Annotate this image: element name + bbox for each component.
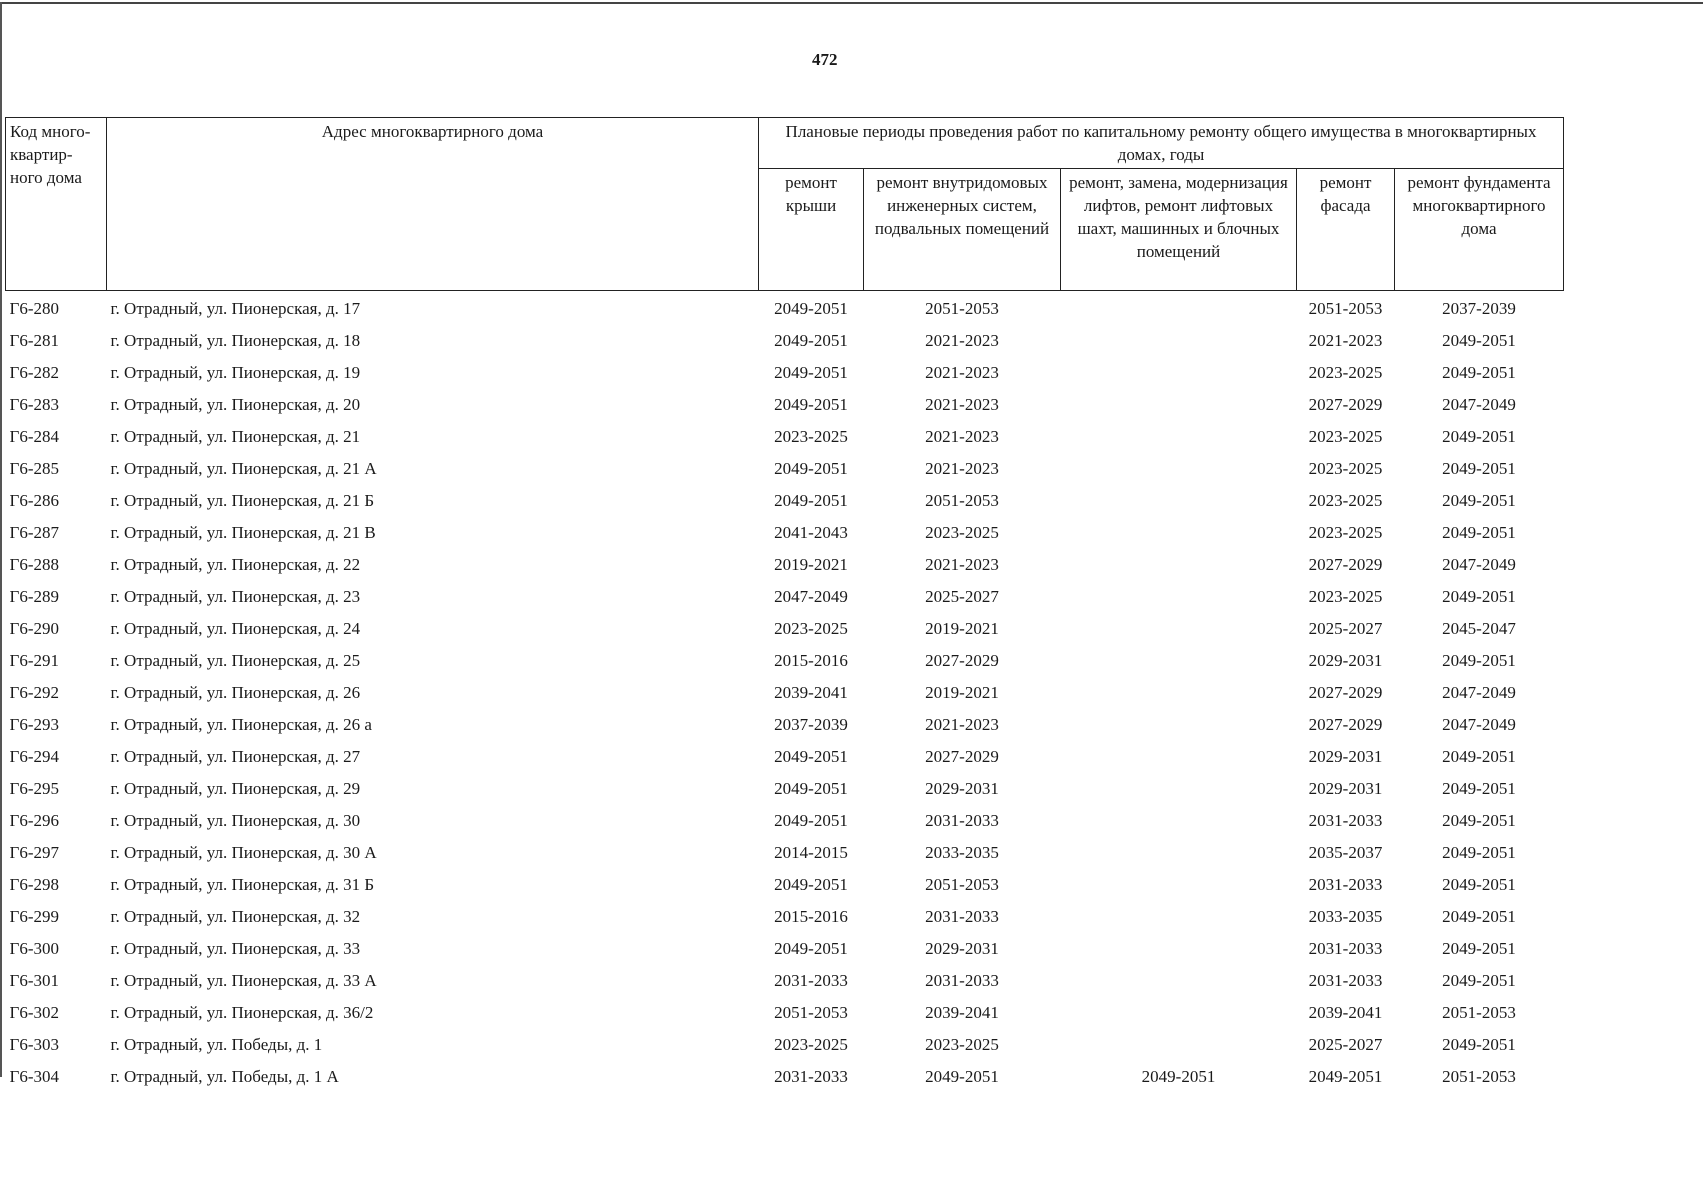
cell-address: г. Отрадный, ул. Пионерская, д. 24 [110,619,361,638]
cell-roof: 2014-2015 [774,843,848,862]
cell-facade: 2027-2029 [1308,683,1383,702]
cell-facade: 2025-2027 [1308,1035,1383,1054]
header-roof: ремонт крыши [759,169,864,291]
cell-code: Г6-281 [9,331,59,350]
cell-foundation: 2051-2053 [1442,1003,1516,1022]
cell-address: г. Отрадный, ул. Пионерская, д. 33 [110,939,361,958]
table-row [6,1029,1564,1061]
cell-facade: 2027-2029 [1308,555,1383,574]
cell-address: г. Отрадный, ул. Пионерская, д. 21 Б [110,491,375,510]
cell-facade: 2051-2053 [1308,299,1383,318]
cell-facade: 2033-2035 [1308,907,1383,926]
cell-facade: 2031-2033 [1308,811,1383,830]
cell-roof: 2049-2051 [774,779,848,798]
cell-code: Г6-301 [9,971,59,990]
table-row [6,997,1564,1029]
cell-elevators [1061,421,1297,453]
page-left-border [0,2,2,1077]
cell-address: г. Отрадный, ул. Победы, д. 1 А [110,1067,339,1086]
cell-roof: 2049-2051 [774,811,848,830]
cell-facade: 2029-2031 [1308,747,1383,766]
cell-address: г. Отрадный, ул. Пионерская, д. 18 [110,331,361,350]
cell-facade: 2039-2041 [1308,1003,1383,1022]
cell-engineering: 2023-2025 [925,523,999,542]
cell-elevators [1061,997,1297,1029]
cell-address: г. Отрадный, ул. Пионерская, д. 19 [110,363,361,382]
cell-foundation: 2047-2049 [1442,555,1516,574]
cell-foundation: 2037-2039 [1442,299,1516,318]
cell-roof: 2023-2025 [774,427,848,446]
table-row [6,325,1564,357]
cell-elevators [1061,741,1297,773]
table-row [6,773,1564,805]
cell-roof: 2041-2043 [774,523,848,542]
cell-elevators [1061,965,1297,997]
cell-facade: 2049-2051 [1308,1067,1383,1086]
cell-code: Г6-296 [9,811,59,830]
header-address: Адрес многоквартирного дома [107,118,759,291]
cell-address: г. Отрадный, ул. Пионерская, д. 21 [110,427,361,446]
cell-engineering: 2051-2053 [925,491,999,510]
cell-engineering: 2029-2031 [925,939,999,958]
cell-code: Г6-282 [9,363,59,382]
cell-engineering: 2021-2023 [925,715,999,734]
cell-engineering: 2019-2021 [925,619,999,638]
header-periods-group: Плановые периоды проведения работ по капитальному ремонту общего имущества в многоквартирных домах, годы [759,118,1564,169]
cell-elevators [1061,837,1297,869]
cell-elevators [1061,805,1297,837]
cell-roof: 2049-2051 [774,939,848,958]
table-row [6,613,1564,645]
cell-code: Г6-297 [9,843,59,862]
cell-engineering: 2051-2053 [925,299,999,318]
cell-address: г. Отрадный, ул. Пионерская, д. 25 [110,651,361,670]
cell-roof: 2037-2039 [774,715,848,734]
cell-roof: 2031-2033 [774,971,848,990]
cell-code: Г6-299 [9,907,59,926]
cell-engineering: 2021-2023 [925,331,999,350]
cell-elevators [1061,325,1297,357]
cell-facade: 2029-2031 [1308,651,1383,670]
cell-address: г. Отрадный, ул. Пионерская, д. 33 А [110,971,377,990]
cell-elevators: 2049-2051 [1141,1067,1216,1086]
cell-elevators [1061,549,1297,581]
table-row [6,517,1564,549]
cell-foundation: 2049-2051 [1442,1035,1516,1054]
cell-elevators [1061,709,1297,741]
cell-foundation: 2049-2051 [1442,779,1516,798]
cell-facade: 2027-2029 [1308,715,1383,734]
table-row [6,901,1564,933]
header-facade: ремонт фасада [1297,169,1395,291]
cell-facade: 2025-2027 [1308,619,1383,638]
cell-elevators [1061,645,1297,677]
cell-foundation: 2049-2051 [1442,523,1516,542]
cell-foundation: 2049-2051 [1442,747,1516,766]
cell-roof: 2039-2041 [774,683,848,702]
cell-facade: 2023-2025 [1308,363,1383,382]
cell-foundation: 2047-2049 [1442,715,1516,734]
cell-elevators [1061,357,1297,389]
cell-address: г. Отрадный, ул. Пионерская, д. 23 [110,587,361,606]
cell-foundation: 2049-2051 [1442,427,1516,446]
cell-elevators [1061,389,1297,421]
cell-code: Г6-292 [9,683,59,702]
cell-facade: 2029-2031 [1308,779,1383,798]
header-code: Код много-квартир-ного дома [6,118,107,291]
cell-address: г. Отрадный, ул. Пионерская, д. 30 А [110,843,377,862]
cell-code: Г6-288 [9,555,59,574]
cell-foundation: 2045-2047 [1442,619,1516,638]
table-row [6,837,1564,869]
cell-code: Г6-284 [9,427,59,446]
table-row [6,549,1564,581]
cell-foundation: 2049-2051 [1442,651,1516,670]
cell-address: г. Отрадный, ул. Пионерская, д. 29 [110,779,361,798]
cell-engineering: 2023-2025 [925,1035,999,1054]
cell-address: г. Отрадный, ул. Пионерская, д. 30 [110,811,361,830]
cell-engineering: 2027-2029 [925,747,999,766]
cell-engineering: 2019-2021 [925,683,999,702]
cell-engineering: 2025-2027 [925,587,999,606]
cell-foundation: 2049-2051 [1442,363,1516,382]
cell-code: Г6-293 [9,715,59,734]
cell-engineering: 2039-2041 [925,1003,999,1022]
cell-roof: 2049-2051 [774,331,848,350]
cell-elevators [1061,485,1297,517]
cell-code: Г6-303 [9,1035,59,1054]
cell-roof: 2049-2051 [774,875,848,894]
header-foundation: ремонт фундамента многоквартирного дома [1395,169,1564,291]
cell-engineering: 2021-2023 [925,427,999,446]
cell-elevators [1061,933,1297,965]
cell-code: Г6-298 [9,875,59,894]
page-number: 472 [812,50,838,69]
cell-engineering: 2051-2053 [925,875,999,894]
cell-address: г. Отрадный, ул. Пионерская, д. 20 [110,395,361,414]
cell-address: г. Отрадный, ул. Пионерская, д. 36/2 [110,1003,374,1022]
cell-foundation: 2049-2051 [1442,907,1516,926]
cell-address: г. Отрадный, ул. Победы, д. 1 [110,1035,323,1054]
cell-code: Г6-283 [9,395,59,414]
table-row [6,677,1564,709]
cell-engineering: 2027-2029 [925,651,999,670]
cell-facade: 2031-2033 [1308,939,1383,958]
cell-address: г. Отрадный, ул. Пионерская, д. 21 В [110,523,376,542]
cell-code: Г6-291 [9,651,59,670]
cell-code: Г6-285 [9,459,59,478]
cell-engineering: 2021-2023 [925,395,999,414]
cell-facade: 2023-2025 [1308,427,1383,446]
table-row [6,291,1564,326]
cell-foundation: 2049-2051 [1442,459,1516,478]
cell-address: г. Отрадный, ул. Пионерская, д. 31 Б [110,875,375,894]
cell-code: Г6-289 [9,587,59,606]
table-row [6,709,1564,741]
cell-roof: 2023-2025 [774,619,848,638]
cell-facade: 2023-2025 [1308,523,1383,542]
cell-engineering: 2021-2023 [925,459,999,478]
cell-foundation: 2047-2049 [1442,395,1516,414]
cell-elevators [1061,581,1297,613]
cell-engineering: 2031-2033 [925,971,999,990]
cell-facade: 2031-2033 [1308,971,1383,990]
cell-foundation: 2049-2051 [1442,971,1516,990]
cell-elevators [1061,453,1297,485]
cell-facade: 2021-2023 [1308,331,1383,350]
cell-roof: 2051-2053 [774,1003,848,1022]
table-row [6,741,1564,773]
cell-elevators [1061,291,1297,326]
cell-roof: 2049-2051 [774,395,848,414]
cell-address: г. Отрадный, ул. Пионерская, д. 27 [110,747,361,766]
cell-elevators [1061,773,1297,805]
cell-elevators [1061,613,1297,645]
cell-engineering: 2021-2023 [925,555,999,574]
cell-foundation: 2049-2051 [1442,811,1516,830]
cell-engineering: 2021-2023 [925,363,999,382]
cell-code: Г6-280 [9,299,59,318]
cell-engineering: 2031-2033 [925,907,999,926]
table-row [6,1061,1564,1093]
cell-foundation: 2049-2051 [1442,587,1516,606]
cell-code: Г6-287 [9,523,59,542]
cell-foundation: 2049-2051 [1442,939,1516,958]
cell-foundation: 2049-2051 [1442,875,1516,894]
cell-roof: 2031-2033 [774,1067,848,1086]
cell-roof: 2049-2051 [774,491,848,510]
cell-foundation: 2049-2051 [1442,491,1516,510]
cell-facade: 2023-2025 [1308,459,1383,478]
cell-engineering: 2029-2031 [925,779,999,798]
cell-roof: 2019-2021 [774,555,848,574]
table-row [6,645,1564,677]
cell-roof: 2015-2016 [774,651,848,670]
table-row [6,453,1564,485]
table-row [6,965,1564,997]
cell-foundation: 2049-2051 [1442,843,1516,862]
table-row [6,421,1564,453]
header-elevators: ремонт, замена, модернизация лифтов, ремонт лифтовых шахт, машинных и блочных помещений [1061,169,1297,291]
table-row [6,805,1564,837]
cell-engineering: 2031-2033 [925,811,999,830]
cell-address: г. Отрадный, ул. Пионерская, д. 26 а [110,715,372,734]
cell-code: Г6-300 [9,939,59,958]
cell-facade: 2035-2037 [1308,843,1383,862]
cell-address: г. Отрадный, ул. Пионерская, д. 17 [110,299,361,318]
cell-roof: 2015-2016 [774,907,848,926]
table-header [6,118,1564,291]
cell-roof: 2023-2025 [774,1035,848,1054]
table-row [6,581,1564,613]
cell-facade: 2023-2025 [1308,587,1383,606]
cell-foundation: 2051-2053 [1442,1067,1516,1086]
cell-address: г. Отрадный, ул. Пионерская, д. 32 [110,907,361,926]
header-engineering: ремонт внутридомовых инженерных систем, подвальных помещений [864,169,1061,291]
cell-facade: 2027-2029 [1308,395,1383,414]
cell-code: Г6-304 [9,1067,59,1086]
cell-foundation: 2047-2049 [1442,683,1516,702]
cell-code: Г6-286 [9,491,59,510]
cell-address: г. Отрадный, ул. Пионерская, д. 26 [110,683,361,702]
cell-facade: 2031-2033 [1308,875,1383,894]
cell-foundation: 2049-2051 [1442,331,1516,350]
cell-elevators [1061,1029,1297,1061]
table-row [6,933,1564,965]
cell-roof: 2049-2051 [774,459,848,478]
cell-elevators [1061,869,1297,901]
table-row [6,869,1564,901]
cell-facade: 2023-2025 [1308,491,1383,510]
cell-elevators [1061,517,1297,549]
cell-engineering: 2033-2035 [925,843,999,862]
cell-address: г. Отрадный, ул. Пионерская, д. 21 А [110,459,377,478]
cell-roof: 2049-2051 [774,299,848,318]
cell-roof: 2049-2051 [774,747,848,766]
cell-code: Г6-295 [9,779,59,798]
cell-code: Г6-302 [9,1003,59,1022]
cell-roof: 2049-2051 [774,363,848,382]
table-row [6,389,1564,421]
table-row [6,485,1564,517]
cell-address: г. Отрадный, ул. Пионерская, д. 22 [110,555,361,574]
cell-elevators [1061,901,1297,933]
cell-engineering: 2049-2051 [925,1067,999,1086]
cell-elevators [1061,677,1297,709]
cell-code: Г6-290 [9,619,59,638]
cell-roof: 2047-2049 [774,587,848,606]
cell-code: Г6-294 [9,747,59,766]
page-top-border [0,2,1703,4]
table-body [6,291,1564,1094]
repair-schedule-table [5,117,1564,1093]
table-row [6,357,1564,389]
